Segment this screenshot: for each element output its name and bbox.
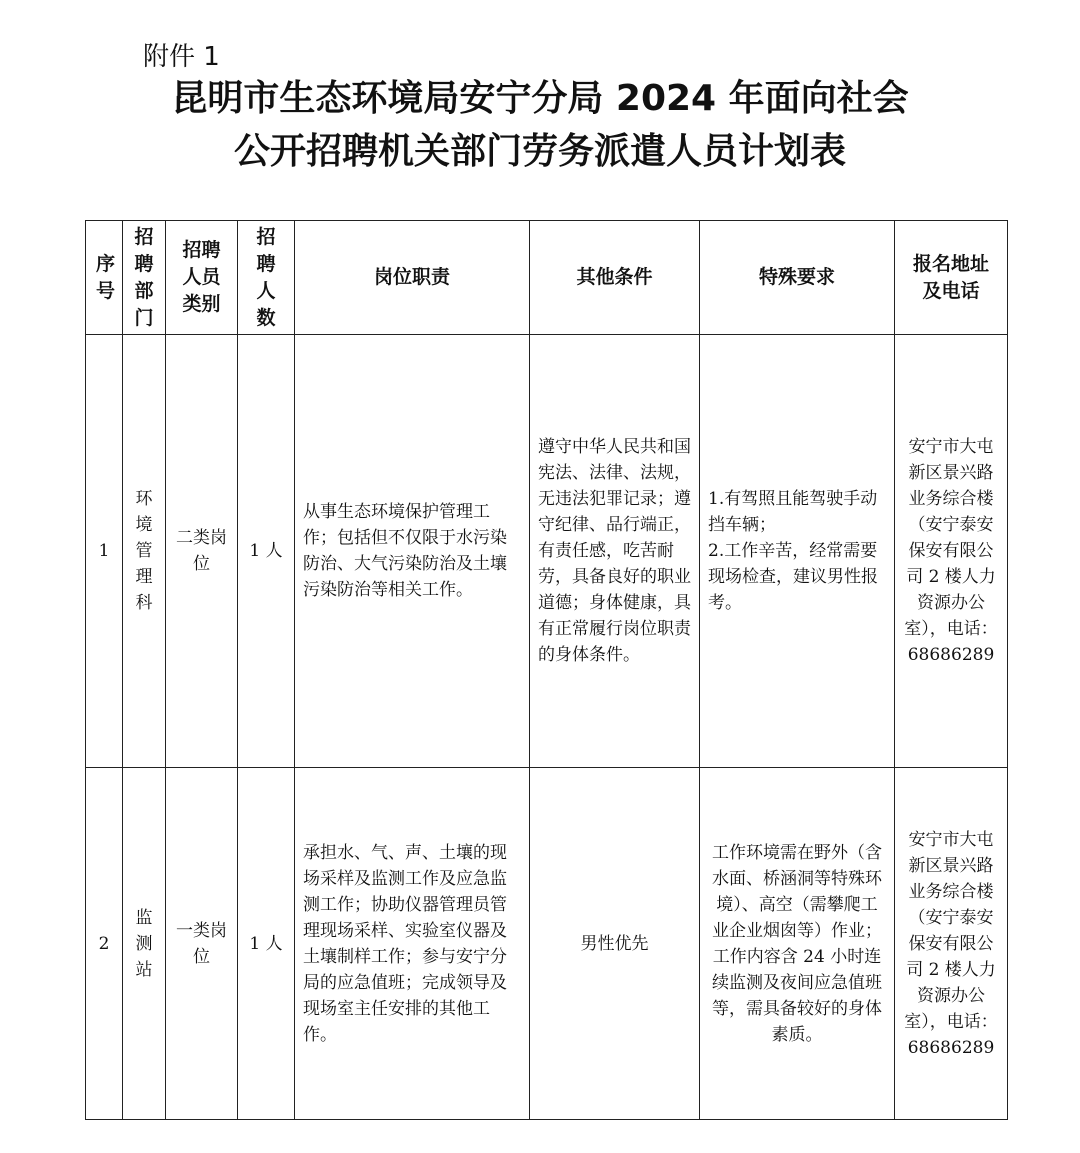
cell-index: 1 — [86, 335, 123, 768]
cell-department: 环境管理科 — [123, 335, 166, 768]
cell-category: 二类岗位 — [166, 335, 238, 768]
header-duties: 岗位职责 — [295, 221, 530, 335]
header-department: 招聘部门 — [123, 221, 166, 335]
cell-count: 1 人 — [238, 768, 295, 1120]
table-row — [86, 335, 1008, 768]
header-count: 招聘人数 — [238, 221, 295, 335]
recruitment-plan-table — [85, 220, 1008, 1120]
cell-special-requirements — [700, 335, 895, 768]
cell-address-phone: 安宁市大屯新区景兴路业务综合楼（安宁泰安保安有限公司 2 楼人力资源办公室），电话：68686289 — [895, 768, 1008, 1120]
attachment-label: 附件 1 — [143, 42, 220, 72]
cell-duties: 从事生态环境保护管理工作；包括但不仅限于水污染防治、大气污染防治及土壤污染防治等相关工作。 — [295, 335, 530, 768]
header-category: 招聘人员类别 — [166, 221, 238, 335]
header-address-phone: 报名地址及电话 — [895, 221, 1008, 335]
cell-address-phone: 安宁市大屯新区景兴路业务综合楼（安宁泰安保安有限公司 2 楼人力资源办公室），电话：68686289 — [895, 335, 1008, 768]
cell-category: 一类岗位 — [166, 768, 238, 1120]
cell-special-requirements: 工作环境需在野外（含水面、桥涵洞等特殊环境）、高空（需攀爬工业企业烟囱等）作业；工作内容含 24 小时连续监测及夜间应急值班等，需具备较好的身体素质。 — [700, 768, 895, 1120]
header-index: 序号 — [86, 221, 123, 335]
cell-other-conditions: 遵守中华人民共和国宪法、法律、法规，无违法犯罪记录；遵守纪律、品行端正，有责任感，吃苦耐劳，具备良好的职业道德；身体健康，具有正常履行岗位职责的身体条件。 — [530, 335, 700, 768]
document-title-line-2: 公开招聘机关部门劳务派遣人员计划表 — [233, 131, 846, 172]
cell-department: 监测站 — [123, 768, 166, 1120]
table-header-row — [86, 221, 1008, 335]
cell-count: 1 人 — [238, 335, 295, 768]
header-other-conditions: 其他条件 — [530, 221, 700, 335]
cell-index: 2 — [86, 768, 123, 1120]
header-special-requirements: 特殊要求 — [700, 221, 895, 335]
special-requirement-line: 2.工作辛苦，经常需要现场检查，建议男性报考。 — [708, 541, 878, 613]
cell-duties: 承担水、气、声、土壤的现场采样及监测工作及应急监测工作；协助仪器管理员管理现场采样、实验室仪器及土壤制样工作；参与安宁分局的应急值班；完成领导及现场室主任安排的其他工作。 — [295, 768, 530, 1120]
document-title-line-1: 昆明市生态环境局安宁分局 2024 年面向社会 — [171, 78, 909, 119]
table-row — [86, 768, 1008, 1120]
cell-other-conditions: 男性优先 — [530, 768, 700, 1120]
special-requirement-line: 1.有驾照且能驾驶手动挡车辆； — [708, 489, 878, 535]
